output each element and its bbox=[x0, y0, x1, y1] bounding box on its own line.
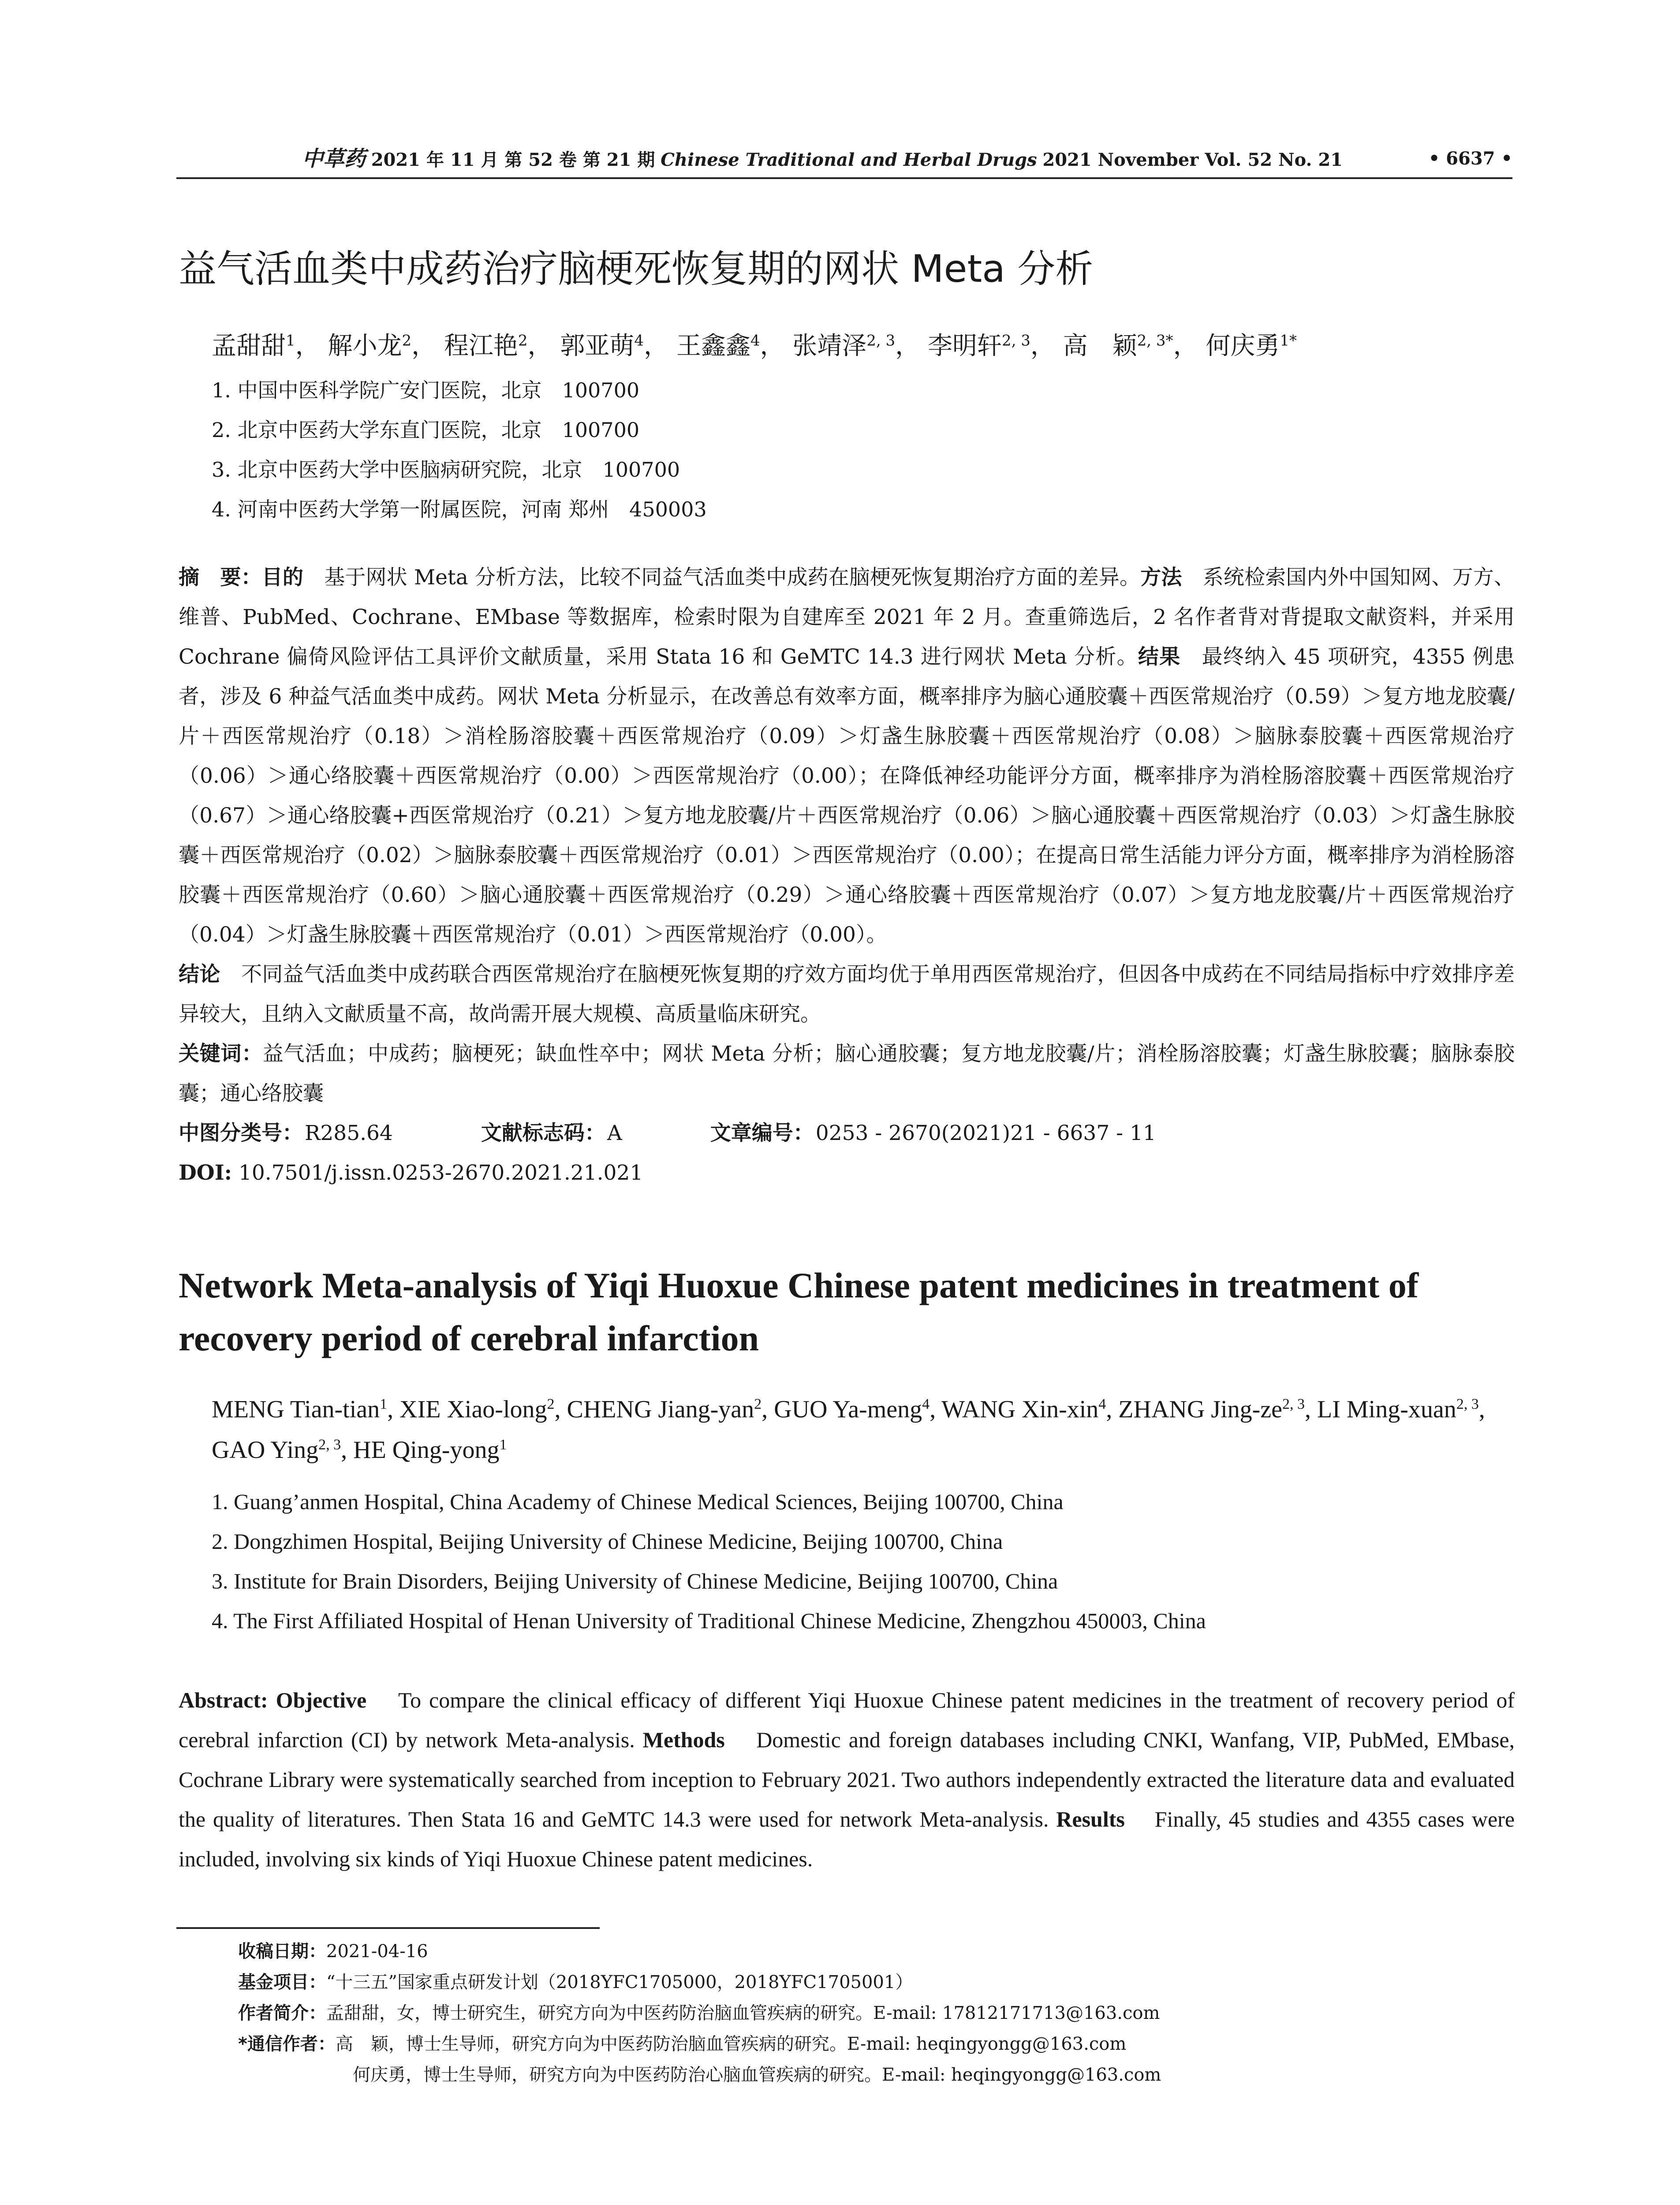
title-en: Network Meta-analysis of Yiqi Huoxue Chinese patent medicines in treatment of recovery period of cerebral infarction bbox=[179, 1265, 1419, 1358]
received-date: 收稿日期：2021-04-16 bbox=[238, 1941, 428, 1962]
author-en: LI Ming-xuan$^{2, 3}$ bbox=[1317, 1396, 1479, 1423]
affiliation-cn-1: 1. 中国中医科学院广安门医院，北京 100700 bbox=[212, 378, 640, 402]
author-bio: 作者简介：孟甜甜，女，博士研究生，研究方向为中医药防治脑血管疾病的研究。E-mail: 17812171713@163.com bbox=[238, 2003, 1160, 2023]
author-cn: 解小龙$^2$ bbox=[328, 332, 412, 360]
abstract-en-results-label: Results bbox=[1056, 1807, 1125, 1831]
journal-name-en: Chinese Traditional and Herbal Drugs bbox=[661, 149, 1037, 170]
methods-text: 系统检索国内外中国知网、万方、维普、PubMed、Cochrane、EMbase 等数据库，检索时限为自建库至 2021 年 2 月。查重筛选后，2 名作者背对背提取文献资料，并采用 Cochrane 偏倚风险评估工具评价文献质量，采用 Stata 16 和 GeMTC 14.3 进行网状 Meta 分析。 bbox=[179, 565, 1515, 669]
affiliation-cn-2: 2. 北京中医药大学东直门医院，北京 100700 bbox=[212, 418, 640, 442]
author-cn: 郭亚萌$^4$ bbox=[560, 332, 644, 360]
fund-info: 基金项目：“十三五”国家重点研发计划（2018YFC1705000，2018YFC1705001） bbox=[238, 1972, 913, 1992]
affiliation-en-1: 1. Guang’anmen Hospital, China Academy of Chinese Medical Sciences, Beijing 100700, China bbox=[212, 1489, 1064, 1514]
author-cn: 李明轩$^{2, 3}$ bbox=[927, 332, 1030, 360]
title-cn: 益气活血类中成药治疗脑梗死恢复期的网状 Meta 分析 bbox=[179, 247, 1094, 291]
footnotes bbox=[238, 1936, 1512, 2090]
abstract-en-methods-label: Methods bbox=[642, 1727, 725, 1752]
keywords-text: 益气活血；中成药；脑梗死；缺血性卒中；网状 Meta 分析；脑心通胶囊；复方地龙胶囊/片；消栓肠溶胶囊；灯盏生脉胶囊；脑脉泰胶囊；通心络胶囊 bbox=[179, 1042, 1515, 1106]
keywords-label: 关键词： bbox=[179, 1042, 263, 1066]
article-no-label: 文章编号： bbox=[710, 1121, 814, 1145]
keywords-paragraph bbox=[179, 1034, 1515, 1114]
author-cn: 孟甜甜$^1$ bbox=[212, 332, 295, 360]
corresponding-author: *通信作者：高 颖，博士生导师，研究方向为中医药防治脑血管疾病的研究。E-mail: heqingyongg@163.com bbox=[238, 2034, 1127, 2054]
author-cn: 王鑫鑫$^4$ bbox=[676, 332, 760, 360]
issue-en: 2021 November Vol. 52 No. 21 bbox=[1042, 149, 1343, 170]
issue-cn: 2021 年 11 月 第 52 卷 第 21 期 bbox=[371, 149, 655, 170]
affiliation-cn-4: 4. 河南中医药大学第一附属医院，河南 郑州 450003 bbox=[212, 497, 707, 521]
doc-code-label: 文献标志码： bbox=[481, 1121, 605, 1145]
affiliation-en-3: 3. Institute for Brain Disorders, Beijing University of Chinese Medicine, Beijing 100700, China bbox=[212, 1569, 1058, 1593]
author-en: HE Qing-yong$^1$ bbox=[353, 1436, 507, 1464]
author-en: CHENG Jiang-yan$^2$ bbox=[567, 1396, 762, 1423]
abstract-cn-body bbox=[179, 558, 1515, 955]
conclusion-paragraph bbox=[179, 955, 1515, 1034]
footnote-divider bbox=[176, 1927, 600, 1929]
page-number: • 6637 • bbox=[1428, 148, 1512, 169]
author-en: XIE Xiao-long$^2$ bbox=[399, 1396, 555, 1423]
doc-code-value: A bbox=[607, 1121, 622, 1145]
abstract-en-label: Abstract: Objective bbox=[179, 1688, 367, 1712]
results-label: 结果 bbox=[1138, 645, 1181, 669]
author-cn: 程江艳$^2$ bbox=[444, 332, 528, 360]
doi-value[interactable]: 10.7501/j.issn.0253-2670.2021.21.021 bbox=[239, 1161, 643, 1185]
results-text: 最终纳入 45 项研究，4355 例患者，涉及 6 种益气活血类中成药。网状 Meta 分析显示，在改善总有效率方面，概率排序为脑心通胶囊＋西医常规治疗（0.59）＞复方地龙胶囊/片＋西医常规治疗（0.18）＞消栓肠溶胶囊＋西医常规治疗（0.09）＞灯盏生脉胶囊＋西医常规治疗（0.08）＞脑脉泰胶囊＋西医常规治疗（0.06）＞通心络胶囊＋西医常规治疗（0.00）＞西医常规治疗（0.00）；在降低神经功能评分方面，概率排序为消栓肠溶胶囊＋西医常规治疗（0.67）＞通心络胶囊+西医常规治疗（0.21）＞复方地龙胶囊/片＋西医常规治疗（0.06）＞脑心通胶囊＋西医常规治疗（0.03）＞灯盏生脉胶囊＋西医常规治疗（0.02）＞脑脉泰胶囊＋西医常规治疗（0.01）＞西医常规治疗（0.00）；在提高日常生活能力评分方面，概率排序为消栓肠溶胶囊＋西医常规治疗（0.60）＞脑心通胶囊＋西医常规治疗（0.29）＞通心络胶囊＋西医常规治疗（0.07）＞复方地龙胶囊/片＋西医常规治疗（0.04）＞灯盏生脉胶囊＋西医常规治疗（0.01）＞西医常规治疗（0.00）。 bbox=[179, 645, 1515, 947]
abstract-en-objective: To compare the clinical efficacy of different Yiqi Huoxue Chinese patent medicines in the treatment of recovery period of cerebral infarction (CI) by network Meta-analysis. bbox=[179, 1688, 1515, 1752]
running-header bbox=[176, 146, 1512, 176]
objective-label: 目的 bbox=[261, 565, 304, 590]
corresponding-author-2: 何庆勇，博士生导师，研究方向为中医药防治心脑血管疾病的研究。E-mail: heqingyongg@163.com bbox=[353, 2065, 1161, 2085]
doi-label: DOI: bbox=[179, 1161, 232, 1185]
author-en: ZHANG Jing-ze$^{2, 3}$ bbox=[1118, 1396, 1305, 1423]
objective-text: 基于网状 Meta 分析方法，比较不同益气活血类中成药在脑梗死恢复期治疗方面的差异。 bbox=[324, 565, 1141, 590]
authors-cn: 孟甜甜$^1$， 解小龙$^2$， 程江艳$^2$， 郭亚萌$^4$， 王鑫鑫$^4$， 张靖泽$^{2, 3}$， 李明轩$^{2, 3}$， 高 颖$^{2, 3*}$， 何庆勇$^{1*}$ bbox=[212, 332, 1297, 360]
author-en: GAO Ying$^{2, 3}$ bbox=[212, 1436, 341, 1464]
abstract-en-methods: Domestic and foreign databases including CNKI, Wanfang, VIP, PubMed, EMbase, Cochrane Library were systematically searched from inception to February 2021. Two authors independently extracted the literature data and evaluated the quality of literatures. Then Stata 16 and GeMTC 14.3 were used for network Meta-analysis. bbox=[179, 1727, 1515, 1831]
article-no-value: 0253 - 2670(2021)21 - 6637 - 11 bbox=[815, 1121, 1156, 1145]
clc-label: 中图分类号： bbox=[179, 1121, 303, 1145]
authors-en: MENG Tian-tian$^1$, XIE Xiao-long$^2$, CHENG Jiang-yan$^2$, GUO Ya-meng$^4$, WANG Xin-xin$^4$, ZHANG Jing-ze$^{2, 3}$, LI Ming-xuan$^{2, 3}$, GAO Ying$^{2, 3}$, HE Qing-yong$^1$ bbox=[212, 1396, 1485, 1464]
author-en: MENG Tian-tian$^1$ bbox=[212, 1396, 388, 1423]
affiliation-en-2: 2. Dongzhimen Hospital, Beijing University of Chinese Medicine, Beijing 100700, China bbox=[212, 1529, 1003, 1554]
affiliation-en-4: 4. The First Affiliated Hospital of Henan University of Traditional Chinese Medicine, Zhengzhou 450003, China bbox=[212, 1608, 1206, 1633]
author-en: WANG Xin-xin$^4$ bbox=[941, 1396, 1106, 1423]
abstract-en-results: Finally, 45 studies and 4355 cases were included, involving six kinds of Yiqi Huoxue Chinese patent medicines. bbox=[179, 1807, 1515, 1871]
conclusion-label: 结论 bbox=[179, 962, 220, 987]
abstract-label: 摘 要： bbox=[179, 565, 262, 590]
header-divider bbox=[176, 177, 1512, 179]
methods-label: 方法 bbox=[1140, 565, 1182, 590]
author-en: GUO Ya-meng$^4$ bbox=[774, 1396, 930, 1423]
journal-brand: 中草药 bbox=[302, 146, 366, 171]
classification-line bbox=[179, 1114, 1515, 1153]
abstract-en bbox=[179, 1680, 1515, 1879]
abstract-cn bbox=[179, 558, 1515, 1193]
author-cn: 张靖泽$^{2, 3}$ bbox=[792, 332, 896, 360]
doi-line bbox=[179, 1153, 1515, 1193]
author-cn: 何庆勇$^{1*}$ bbox=[1206, 332, 1297, 360]
affiliation-cn-3: 3. 北京中医药大学中医脑病研究院，北京 100700 bbox=[212, 458, 680, 482]
clc-value: R285.64 bbox=[305, 1121, 393, 1145]
author-cn: 高 颖$^{2, 3*}$ bbox=[1063, 332, 1173, 360]
conclusion-text: 不同益气活血类中成药联合西医常规治疗在脑梗死恢复期的疗效方面均优于单用西医常规治疗，但因各中成药在不同结局指标中疗效排序差异较大，且纳入文献质量不高，故尚需开展大规模、高质量临床研究。 bbox=[179, 962, 1515, 1026]
header-journal-info bbox=[176, 146, 1468, 173]
